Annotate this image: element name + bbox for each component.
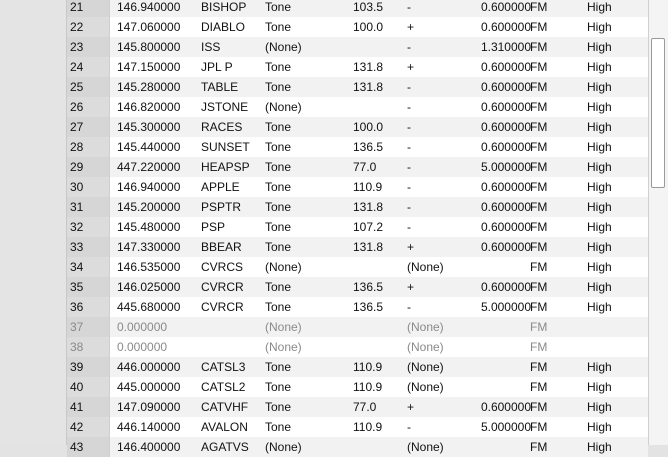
frequency-cell[interactable]: 147.150000 [117, 60, 181, 74]
frequency-cell[interactable]: 146.400000 [117, 440, 181, 454]
table-row[interactable] [67, 257, 648, 277]
tone-frequency-cell[interactable]: 110.9 [353, 360, 383, 374]
mode-cell[interactable]: FM [530, 180, 548, 194]
channel-name-cell[interactable]: JPL P [201, 60, 233, 74]
duplex-cell[interactable]: - [407, 140, 411, 154]
table-row[interactable] [67, 0, 648, 17]
channel-memory-table[interactable] [67, 0, 648, 457]
offset-cell[interactable] [471, 377, 531, 397]
power-cell[interactable]: High [587, 180, 612, 194]
channel-number-cell[interactable]: 30 [67, 177, 110, 197]
tone-frequency-cell[interactable] [353, 37, 407, 57]
table-row[interactable] [67, 297, 648, 317]
duplex-cell[interactable]: (None) [407, 380, 444, 394]
frequency-cell[interactable]: 145.440000 [117, 140, 181, 154]
table-row[interactable] [67, 337, 648, 357]
frequency-cell[interactable]: 146.025000 [117, 280, 181, 294]
tone-frequency-cell[interactable]: 136.5 [353, 140, 384, 154]
offset-cell[interactable]: 0.600000 [480, 220, 531, 234]
frequency-cell[interactable]: 446.000000 [117, 360, 181, 374]
duplex-cell[interactable]: - [407, 40, 411, 54]
frequency-cell[interactable]: 145.800000 [117, 40, 181, 54]
tone-mode-cell[interactable]: Tone [265, 80, 292, 94]
power-cell[interactable]: High [587, 380, 612, 394]
channel-name-cell[interactable]: APPLE [201, 180, 240, 194]
frequency-cell[interactable]: 445.000000 [117, 380, 181, 394]
tone-frequency-cell[interactable]: 136.5 [353, 280, 384, 294]
channel-name-cell[interactable]: PSPTR [201, 200, 242, 214]
table-row[interactable] [67, 57, 648, 77]
offset-cell[interactable]: 0.600000 [480, 20, 531, 34]
tone-frequency-cell[interactable]: 131.8 [353, 80, 384, 94]
power-cell[interactable]: High [587, 260, 612, 274]
mode-cell[interactable]: FM [530, 40, 548, 54]
channel-number-cell[interactable]: 29 [67, 157, 110, 177]
mode-cell[interactable]: FM [530, 140, 548, 154]
power-cell[interactable]: High [587, 200, 612, 214]
channel-number-cell[interactable]: 31 [67, 197, 110, 217]
channel-name-cell[interactable]: CVRCS [201, 260, 244, 274]
power-cell[interactable] [587, 337, 647, 357]
offset-cell[interactable]: 0.600000 [480, 60, 531, 74]
duplex-cell[interactable]: - [407, 100, 411, 114]
frequency-cell[interactable]: 147.060000 [117, 20, 181, 34]
duplex-cell[interactable]: + [407, 400, 415, 414]
channel-number-cell[interactable]: 25 [67, 77, 110, 97]
tone-frequency-cell[interactable] [353, 97, 407, 117]
duplex-cell[interactable]: - [407, 200, 411, 214]
frequency-cell[interactable]: 147.090000 [117, 400, 181, 414]
channel-name-cell[interactable]: TABLE [201, 80, 239, 94]
power-cell[interactable]: High [587, 240, 612, 254]
table-row[interactable] [67, 117, 648, 137]
offset-cell[interactable]: 1.310000 [480, 40, 531, 54]
tone-mode-cell[interactable]: (None) [265, 320, 302, 334]
duplex-cell[interactable]: - [407, 300, 411, 314]
channel-number-cell[interactable]: 23 [67, 37, 110, 57]
tone-mode-cell[interactable]: Tone [265, 180, 292, 194]
channel-rows [67, 0, 648, 457]
offset-cell[interactable]: 5.000000 [480, 420, 531, 434]
power-cell[interactable]: High [587, 420, 612, 434]
channel-number-cell[interactable]: 38 [67, 337, 110, 357]
duplex-cell[interactable]: - [407, 0, 411, 14]
duplex-cell[interactable]: + [407, 60, 415, 74]
tone-mode-cell[interactable]: Tone [265, 140, 292, 154]
channel-name-cell[interactable]: CVRCR [201, 300, 244, 314]
frequency-cell[interactable]: 445.680000 [117, 300, 181, 314]
tone-mode-cell[interactable]: (None) [265, 40, 302, 54]
channel-name-cell[interactable]: JSTONE [201, 100, 249, 114]
channel-number-cell[interactable]: 41 [67, 397, 110, 417]
channel-name-cell[interactable]: RACES [201, 120, 243, 134]
tone-mode-cell[interactable]: (None) [265, 100, 302, 114]
power-cell[interactable]: High [587, 100, 612, 114]
table-row[interactable] [67, 437, 648, 457]
mode-cell[interactable]: FM [530, 360, 548, 374]
channel-name-cell[interactable]: AVALON [201, 420, 248, 434]
tone-frequency-cell[interactable]: 131.8 [353, 60, 384, 74]
power-cell[interactable]: High [587, 440, 612, 454]
mode-cell[interactable]: FM [530, 160, 548, 174]
offset-cell[interactable]: 0.600000 [480, 100, 531, 114]
frequency-cell[interactable]: 0.000000 [117, 340, 168, 354]
offset-cell[interactable]: 5.000000 [480, 300, 531, 314]
offset-cell[interactable]: 0.600000 [480, 80, 531, 94]
table-row[interactable] [67, 317, 648, 337]
channel-number-cell[interactable]: 40 [67, 377, 110, 397]
mode-cell[interactable]: FM [530, 240, 548, 254]
tone-frequency-cell[interactable]: 100.0 [353, 120, 384, 134]
channel-name-cell[interactable]: CATSL3 [201, 360, 246, 374]
channel-number-cell[interactable]: 37 [67, 317, 110, 337]
power-cell[interactable]: High [587, 160, 612, 174]
power-cell[interactable]: High [587, 80, 612, 94]
power-cell[interactable]: High [587, 360, 612, 374]
frequency-cell[interactable]: 145.480000 [117, 220, 181, 234]
tone-frequency-cell[interactable] [353, 317, 407, 337]
table-row[interactable] [67, 157, 648, 177]
channel-name-cell[interactable]: DIABLO [201, 20, 246, 34]
tone-mode-cell[interactable]: Tone [265, 280, 292, 294]
mode-cell[interactable]: FM [530, 420, 548, 434]
left-panel-gutter [0, 0, 67, 445]
channel-number-cell[interactable]: 42 [67, 417, 110, 437]
duplex-cell[interactable]: - [407, 220, 411, 234]
duplex-cell[interactable]: (None) [407, 340, 444, 354]
power-cell[interactable]: High [587, 220, 612, 234]
channel-number-cell[interactable]: 33 [67, 237, 110, 257]
offset-cell[interactable]: 0.600000 [480, 280, 531, 294]
table-row[interactable] [67, 77, 648, 97]
duplex-cell[interactable]: (None) [407, 440, 444, 454]
tone-mode-cell[interactable]: Tone [265, 420, 292, 434]
duplex-cell[interactable]: - [407, 160, 411, 174]
channel-name-cell[interactable] [201, 337, 265, 357]
duplex-cell[interactable]: - [407, 180, 411, 194]
tone-mode-cell[interactable]: (None) [265, 260, 302, 274]
power-cell[interactable]: High [587, 280, 612, 294]
table-row[interactable] [67, 397, 648, 417]
tone-mode-cell[interactable]: Tone [265, 300, 292, 314]
channel-number-cell[interactable]: 36 [67, 297, 110, 317]
tone-mode-cell[interactable]: Tone [265, 400, 292, 414]
offset-cell[interactable]: 0.600000 [480, 400, 531, 414]
mode-cell[interactable]: FM [530, 380, 548, 394]
mode-cell[interactable]: FM [530, 340, 548, 354]
tone-mode-cell[interactable]: Tone [265, 20, 292, 34]
scrollbar-thumb[interactable] [651, 38, 665, 188]
power-cell[interactable]: High [587, 120, 612, 134]
frequency-cell[interactable]: 145.280000 [117, 80, 181, 94]
frequency-cell[interactable]: 0.000000 [117, 320, 168, 334]
duplex-cell[interactable]: - [407, 80, 411, 94]
channel-name-cell[interactable]: ISS [201, 40, 221, 54]
duplex-cell[interactable]: (None) [407, 320, 444, 334]
tone-frequency-cell[interactable]: 136.5 [353, 300, 384, 314]
channel-name-cell[interactable]: SUNSET [201, 140, 250, 154]
tone-mode-cell[interactable]: Tone [265, 0, 292, 14]
mode-cell[interactable]: FM [530, 0, 548, 14]
offset-cell[interactable] [471, 337, 531, 357]
table-row[interactable] [67, 277, 648, 297]
offset-cell[interactable]: 0.600000 [480, 0, 531, 14]
tone-mode-cell[interactable]: (None) [265, 440, 302, 454]
table-row[interactable] [67, 357, 648, 377]
table-row[interactable] [67, 137, 648, 157]
frequency-cell[interactable]: 147.330000 [117, 240, 181, 254]
table-row[interactable] [67, 177, 648, 197]
duplex-cell[interactable]: - [407, 420, 411, 434]
table-row[interactable] [67, 237, 648, 257]
mode-cell[interactable]: FM [530, 300, 548, 314]
power-cell[interactable]: High [587, 60, 612, 74]
offset-cell[interactable]: 0.600000 [480, 180, 531, 194]
tone-frequency-cell[interactable]: 131.8 [353, 200, 384, 214]
mode-cell[interactable]: FM [530, 440, 548, 454]
offset-cell[interactable]: 0.600000 [480, 200, 531, 214]
tone-frequency-cell[interactable] [353, 257, 407, 277]
tone-mode-cell[interactable]: (None) [265, 340, 302, 354]
frequency-cell[interactable]: 146.820000 [117, 100, 181, 114]
channel-name-cell[interactable]: PSP [201, 220, 226, 234]
tone-frequency-cell[interactable] [353, 437, 407, 457]
channel-number-cell[interactable]: 28 [67, 137, 110, 157]
tone-frequency-cell[interactable]: 77.0 [353, 160, 377, 174]
power-cell[interactable]: High [587, 400, 612, 414]
channel-name-cell[interactable]: CATSL2 [201, 380, 246, 394]
power-cell[interactable]: High [587, 300, 612, 314]
tone-mode-cell[interactable]: Tone [265, 160, 292, 174]
channel-number-cell[interactable]: 39 [67, 357, 110, 377]
table-row[interactable] [67, 377, 648, 397]
power-cell[interactable]: High [587, 40, 612, 54]
offset-cell[interactable]: 0.600000 [480, 120, 531, 134]
power-cell[interactable]: High [587, 0, 612, 14]
mode-cell[interactable]: FM [530, 260, 548, 274]
power-cell[interactable]: High [587, 20, 612, 34]
channel-number-cell[interactable]: 35 [67, 277, 110, 297]
channel-number-cell[interactable]: 26 [67, 97, 110, 117]
channel-number-cell[interactable]: 27 [67, 117, 110, 137]
tone-mode-cell[interactable]: Tone [265, 60, 292, 74]
offset-cell[interactable] [471, 357, 531, 377]
mode-cell[interactable]: FM [530, 320, 548, 334]
frequency-cell[interactable]: 145.200000 [117, 200, 181, 214]
table-row[interactable] [67, 217, 648, 237]
table-row[interactable] [67, 37, 648, 57]
mode-cell[interactable]: FM [530, 60, 548, 74]
duplex-cell[interactable]: + [407, 280, 415, 294]
tone-frequency-cell[interactable]: 103.5 [353, 0, 384, 14]
table-row[interactable] [67, 197, 648, 217]
offset-cell[interactable]: 5.000000 [480, 160, 531, 174]
tone-frequency-cell[interactable]: 131.8 [353, 240, 384, 254]
tone-mode-cell[interactable]: Tone [265, 220, 292, 234]
mode-cell[interactable]: FM [530, 100, 548, 114]
frequency-cell[interactable]: 146.940000 [117, 0, 181, 14]
duplex-cell[interactable]: - [407, 120, 411, 134]
vertical-scrollbar[interactable] [648, 0, 668, 445]
mode-cell[interactable]: FM [530, 280, 548, 294]
tone-frequency-cell[interactable]: 110.9 [353, 420, 383, 434]
tone-frequency-cell[interactable]: 100.0 [353, 20, 384, 34]
tone-frequency-cell[interactable]: 107.2 [353, 220, 384, 234]
offset-cell[interactable] [471, 257, 531, 277]
frequency-cell[interactable]: 446.140000 [117, 420, 181, 434]
frequency-cell[interactable]: 447.220000 [117, 160, 181, 174]
channel-name-cell[interactable]: BBEAR [201, 240, 242, 254]
table-row[interactable] [67, 417, 648, 437]
tone-mode-cell[interactable]: Tone [265, 360, 292, 374]
channel-number-cell[interactable]: 43 [67, 437, 110, 457]
table-row[interactable] [67, 97, 648, 117]
offset-cell[interactable]: 0.600000 [480, 140, 531, 154]
duplex-cell[interactable]: + [407, 20, 415, 34]
channel-number-cell[interactable]: 34 [67, 257, 110, 277]
channel-name-cell[interactable]: HEAPSP [201, 160, 250, 174]
mode-cell[interactable]: FM [530, 220, 548, 234]
channel-number-cell[interactable]: 22 [67, 17, 110, 37]
channel-number-cell[interactable]: 21 [67, 0, 110, 17]
tone-frequency-cell[interactable]: 77.0 [353, 400, 377, 414]
tone-frequency-cell[interactable]: 110.9 [353, 380, 383, 394]
offset-cell[interactable] [471, 437, 531, 457]
frequency-cell[interactable]: 145.300000 [117, 120, 181, 134]
power-cell[interactable]: High [587, 140, 612, 154]
duplex-cell[interactable]: + [407, 240, 415, 254]
channel-name-cell[interactable]: CATVHF [201, 400, 249, 414]
frequency-cell[interactable]: 146.535000 [117, 260, 181, 274]
channel-name-cell[interactable]: AGATVS [201, 440, 249, 454]
channel-number-cell[interactable]: 32 [67, 217, 110, 237]
tone-frequency-cell[interactable] [353, 337, 407, 357]
channel-name-cell[interactable]: CVRCR [201, 280, 244, 294]
table-row[interactable] [67, 17, 648, 37]
offset-cell[interactable]: 0.600000 [480, 240, 531, 254]
channel-name-cell[interactable]: BISHOP [201, 0, 247, 14]
tone-mode-cell[interactable]: Tone [265, 200, 292, 214]
mode-cell[interactable]: FM [530, 200, 548, 214]
mode-cell[interactable]: FM [530, 80, 548, 94]
tone-mode-cell[interactable]: Tone [265, 120, 292, 134]
duplex-cell[interactable]: (None) [407, 360, 444, 374]
mode-cell[interactable]: FM [530, 400, 548, 414]
duplex-cell[interactable]: (None) [407, 260, 444, 274]
channel-name-cell[interactable] [201, 317, 265, 337]
mode-cell[interactable]: FM [530, 120, 548, 134]
tone-frequency-cell[interactable]: 110.9 [353, 180, 383, 194]
tone-mode-cell[interactable]: Tone [265, 380, 292, 394]
tone-mode-cell[interactable]: Tone [265, 240, 292, 254]
channel-number-cell[interactable]: 24 [67, 57, 110, 77]
mode-cell[interactable]: FM [530, 20, 548, 34]
offset-cell[interactable] [471, 317, 531, 337]
power-cell[interactable] [587, 317, 647, 337]
frequency-cell[interactable]: 146.940000 [117, 180, 181, 194]
